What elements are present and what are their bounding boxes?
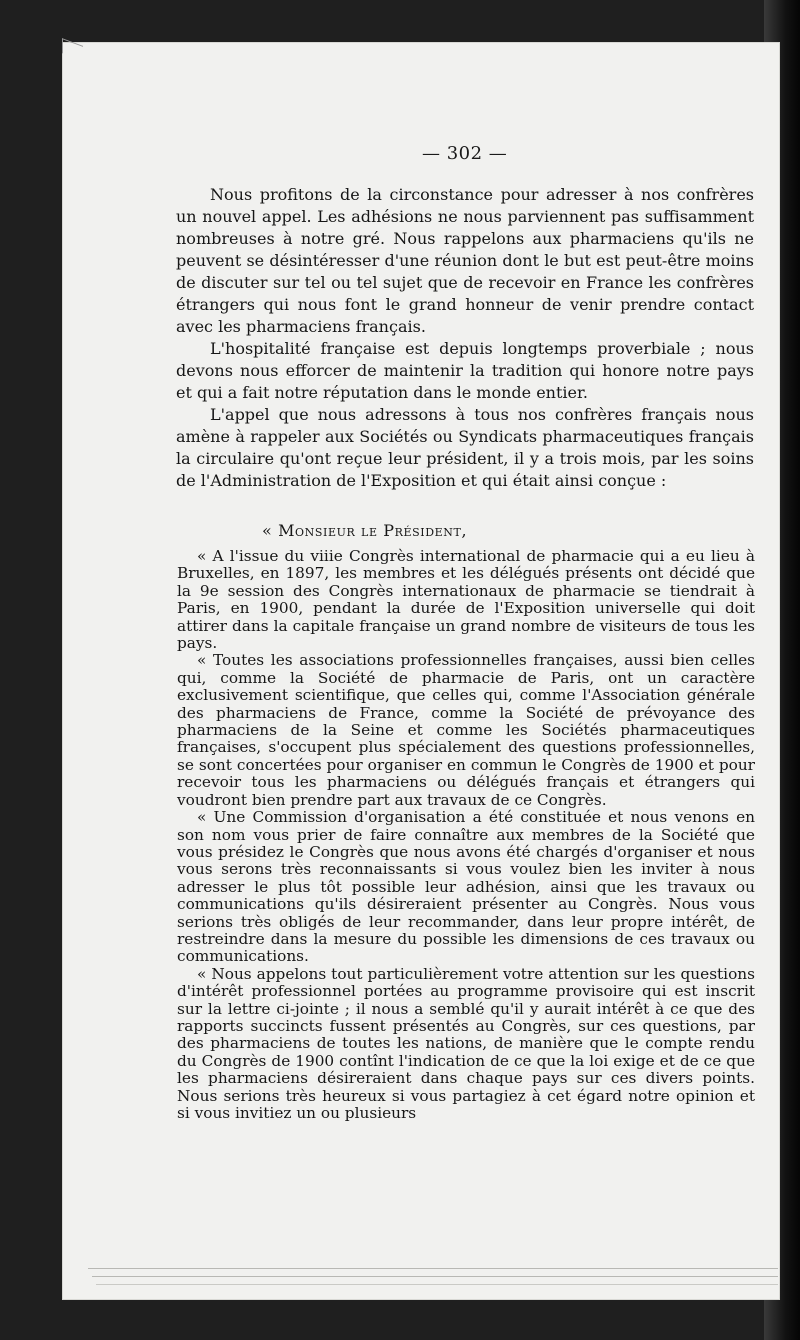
paragraph: L'hospitalité française est depuis longtemps proverbiale ; nous devons nous efforcer de maintenir la tradition qui honore notre pays et qui a fait notre réputation dans le monde entier. <box>176 339 754 402</box>
bottom-rule <box>88 1268 778 1269</box>
bottom-rule <box>96 1284 778 1285</box>
body-text <box>176 184 754 492</box>
page-number: — 302 — <box>422 143 508 164</box>
letter-paragraph: « Nous appelons tout particulièrement votre attention sur les questions d'intérêt professionnel portées au programme provisoire qui est inscrit sur la lettre ci-jointe ; il nous a semblé qu'il y aurait intérêt à ce que des rapports succincts fussent présentés au Congrès, sur ces questions, par des pharmaciens de toutes les nations, de manière que le compte rendu du Congrès de 1900 contînt l'indication de ce que la loi exige et de ce que les pharmaciens désireraient dans chaque pays sur ces divers points. Nous serions très heureux si vous partagiez à cet égard notre opinion et si vous invitiez un ou plusieurs <box>177 964 755 1122</box>
bottom-rule <box>92 1276 778 1277</box>
paragraph: L'appel que nous adressons à tous nos confrères français nous amène à rappeler aux Sociétés ou Syndicats pharmaceutiques français la circulaire qu'ont reçue leur président, il y a trois mois, par les soins de l'Administration de l'Exposition et qui était ainsi conçue : <box>176 405 754 490</box>
letter-paragraph: « Une Commission d'organisation a été constituée et nous venons en son nom vous prier de faire connaître aux membres de la Société que vous présidez le Congrès que nous avons été chargés d'organiser et nous vous serons très reconnaissants si vous voulez bien les inviter à nous adresser le plus tôt possible leur adhésion, ainsi que les travaux ou communications qu'ils désireraient présenter au Congrès. Nous vous serions très obligés de leur recommander, dans leur propre intérêt, de restreindre dans la mesure du possible les dimensions de ces travaux ou communications. <box>177 808 755 966</box>
paragraph: Nous profitons de la circonstance pour adresser à nos confrères un nouvel appel. Les adhésions ne nous parviennent pas suffisamment nombreuses à notre gré. Nous rappelons aux pharmaciens qu'ils ne peuvent se désintéresser d'une réunion dont le but est peut-être moins de discuter sur tel ou tel sujet que de recevoir en France les confrères étrangers qui nous font le grand honneur de venir prendre contact avec les pharmaciens français. <box>176 185 754 336</box>
letter-paragraph: « A l'issue du viiie Congrès international de pharmacie qui a eu lieu à Bruxelles, en 1897, les membres et les délégués présents ont décidé que la 9e session des Congrès internationaux de pharmacie se tiendrait à Paris, en 1900, pendant la durée de l'Exposition universelle qui doit attirer dans la capitale française un grand nombre de visiteurs de tous les pays. <box>177 547 755 653</box>
quoted-letter <box>177 548 755 1122</box>
letter-paragraph: « Toutes les associations professionnelles françaises, aussi bien celles qui, comme la Société de pharmacie de Paris, ont un caractère exclusivement scientifique, que celles qui, comme l'Association générale des pharmaciens de France, comme la Société de prévoyance des pharmaciens de la Seine et comme les Sociétés pharmaceutiques françaises, s'occupent plus spécialement des questions professionnelles, se sont concertées pour organiser en commun le Congrès de 1900 et pour recevoir tous les pharmaciens ou délégués français et étrangers qui voudront bien prendre part aux travaux de ce Congrès. <box>177 651 755 809</box>
letter-salutation: « Monsieur le Président, <box>262 521 468 540</box>
